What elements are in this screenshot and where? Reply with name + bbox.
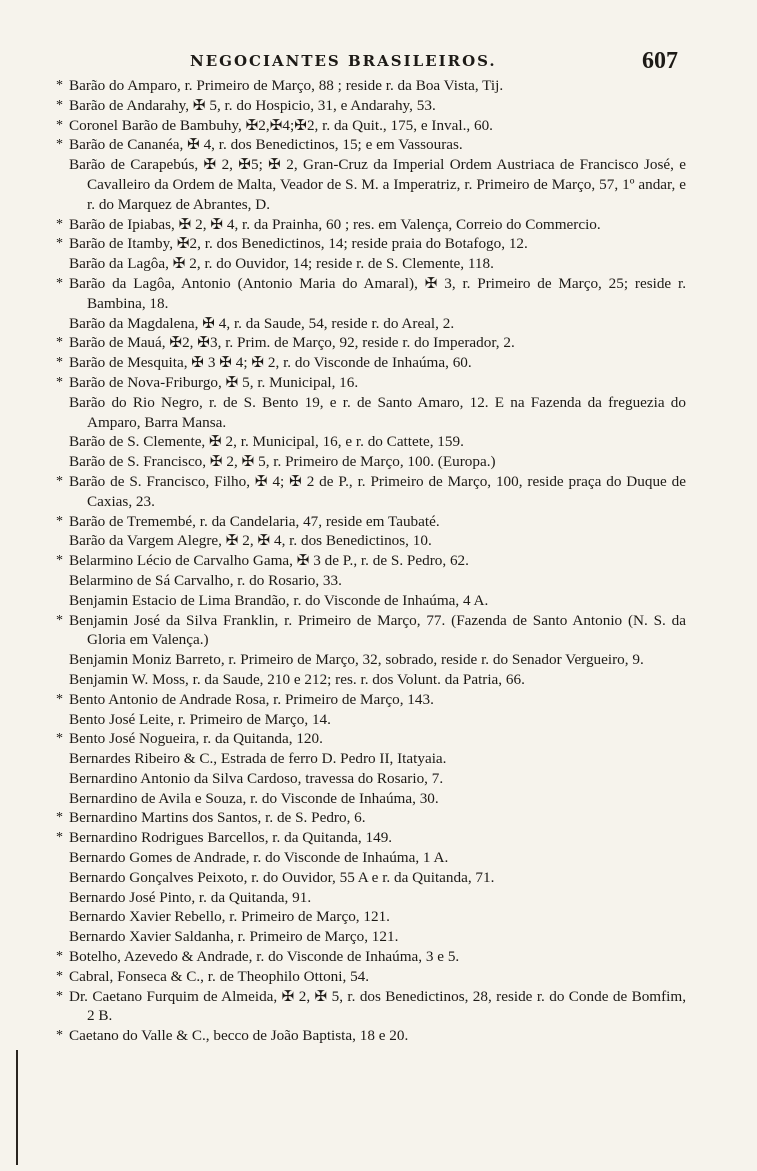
list-item — [56, 155, 686, 214]
entry-text: Bento José Nogueira, r. da Quitanda, 120. — [69, 730, 323, 748]
asterisk-mark: * — [56, 355, 63, 371]
page-header — [0, 48, 757, 78]
entry-text: Coronel Barão de Bambuhy, ✠2,✠4;✠2, r. da Quit., 175, e Inval., 60. — [69, 116, 493, 134]
asterisk-mark — [56, 927, 69, 947]
list-item — [56, 452, 686, 472]
entry-text: Benjamin Moniz Barreto, r. Primeiro de Março, 32, sobrado, reside r. do Senador Vergueiro, 9. — [69, 651, 644, 669]
asterisk-mark — [56, 155, 69, 214]
asterisk-mark: * — [56, 335, 63, 351]
list-item — [56, 749, 686, 769]
entry-text: Benjamin W. Moss, r. da Saude, 210 e 212; res. r. dos Volunt. da Patria, 66. — [69, 670, 525, 688]
entry-text: Bernardino Martins dos Santos, r. de S. Pedro, 6. — [69, 809, 366, 827]
asterisk-mark: * — [56, 968, 63, 984]
asterisk-mark — [56, 848, 69, 868]
asterisk-mark: * — [56, 1028, 63, 1044]
list-item — [56, 274, 686, 314]
entry-text: Barão de Carapebús, ✠ 2, ✠5; ✠ 2, Gran-Cruz da Imperial Ordem Austriaca de Francisco José, e Cavalleiro da Ordem de Malta, Veador de S. M. a Imperatriz, r. Primeiro de Março, 57, 1º andar, e r. do Marquez de Abrantes, D. — [69, 156, 686, 213]
entry-text: Bernardo Xavier Saldanha, r. Primeiro de Março, 121. — [69, 928, 399, 946]
list-item — [56, 848, 686, 868]
entry-text: Barão de S. Clemente, ✠ 2, r. Municipal, 16, e r. do Cattete, 159. — [69, 433, 464, 451]
entry-text: Cabral, Fonseca & C., r. de Theophilo Ottoni, 54. — [69, 967, 370, 985]
asterisk-mark: * — [56, 810, 63, 826]
entry-text: Barão de Tremembé, r. da Candelaria, 47, reside em Taubaté. — [69, 512, 440, 530]
entry-text: Barão de Ipiabas, ✠ 2, ✠ 4, r. da Prainha, 60 ; res. em Valença, Correio do Commercio. — [69, 215, 601, 233]
running-title: NEGOCIANTES BRASILEIROS. — [190, 52, 497, 70]
entry-text: Bento Antonio de Andrade Rosa, r. Primeiro de Março, 143. — [69, 690, 434, 708]
list-item — [56, 333, 686, 353]
list-item — [56, 927, 686, 947]
entry-text: Bernardo Xavier Rebello, r. Primeiro de Março, 121. — [69, 908, 390, 926]
asterisk-mark: * — [56, 275, 63, 291]
entry-text: Barão de Andarahy, ✠ 5, r. do Hospicio, 31, e Andarahy, 53. — [69, 96, 436, 114]
asterisk-mark: * — [56, 513, 63, 529]
asterisk-mark: * — [56, 691, 63, 707]
entry-text: Bernardino Antonio da Silva Cardoso, travessa do Rosario, 7. — [69, 769, 444, 787]
asterisk-mark: * — [56, 553, 63, 569]
list-item — [56, 393, 686, 433]
list-item — [56, 531, 686, 551]
entry-text: Caetano do Valle & C., becco de João Baptista, 18 e 20. — [69, 1027, 409, 1045]
list-item — [56, 888, 686, 908]
entry-text: Barão do Amparo, r. Primeiro de Março, 88 ; reside r. da Boa Vista, Tij. — [69, 77, 504, 94]
entry-text: Barão da Lagôa, Antonio (Antonio Maria do Amaral), ✠ 3, r. Primeiro de Março, 25; reside r. Bambina, 18. — [69, 274, 686, 312]
entry-text: Bernardo José Pinto, r. da Quitanda, 91. — [69, 888, 312, 906]
page-edge-line — [16, 1050, 18, 1165]
list-item — [56, 868, 686, 888]
list-item — [56, 254, 686, 274]
asterisk-mark: * — [56, 216, 63, 232]
list-item — [56, 987, 686, 1027]
entry-text: Barão de Cananéa, ✠ 4, r. dos Benedictinos, 15; e em Vassouras. — [69, 136, 463, 154]
asterisk-mark — [56, 452, 69, 472]
asterisk-mark: * — [56, 374, 63, 390]
list-item — [56, 571, 686, 591]
entry-text: Barão de Itamby, ✠2, r. dos Benedictinos, 14; reside praia do Botafogo, 12. — [69, 235, 528, 253]
asterisk-mark: * — [56, 612, 63, 628]
entry-text: Benjamin José da Silva Franklin, r. Primeiro de Março, 77. (Fazenda de Santo Antonio (N. S. da Gloria em Valença.) — [69, 611, 686, 649]
entry-text: Bernardo Gonçalves Peixoto, r. do Ouvidor, 55 A e r. da Quitanda, 71. — [69, 868, 495, 886]
list-item — [56, 215, 686, 235]
list-item — [56, 234, 686, 254]
asterisk-mark — [56, 254, 69, 274]
asterisk-mark — [56, 888, 69, 908]
entry-text: Bernardes Ribeiro & C., Estrada de ferro D. Pedro II, Itatyaia. — [69, 750, 447, 768]
entry-text: Barão de Nova-Friburgo, ✠ 5, r. Municipal, 16. — [69, 373, 359, 391]
entry-text: Bernardino Rodrigues Barcellos, r. da Quitanda, 149. — [69, 829, 393, 847]
asterisk-mark — [56, 710, 69, 730]
asterisk-mark — [56, 769, 69, 789]
list-item — [56, 472, 686, 512]
list-item — [56, 1026, 686, 1046]
entry-text: Barão de Mauá, ✠2, ✠3, r. Prim. de Março, 92, reside r. do Imperador, 2. — [69, 334, 515, 352]
asterisk-mark — [56, 591, 69, 611]
page-number: 607 — [642, 48, 678, 74]
list-item — [56, 789, 686, 809]
entry-text: Bernardino de Avila e Souza, r. do Visconde de Inhaúma, 30. — [69, 789, 439, 807]
list-item — [56, 591, 686, 611]
list-item — [56, 828, 686, 848]
entry-text: Barão de Mesquita, ✠ 3 ✠ 4; ✠ 2, r. do Visconde de Inhaúma, 60. — [69, 354, 472, 372]
asterisk-mark: * — [56, 78, 63, 93]
list-item — [56, 710, 686, 730]
asterisk-mark — [56, 907, 69, 927]
asterisk-mark — [56, 393, 69, 433]
list-item — [56, 353, 686, 373]
entry-text: Barão de S. Francisco, Filho, ✠ 4; ✠ 2 de P., r. Primeiro de Março, 100, reside praça do Duque de Caxias, 23. — [69, 472, 686, 510]
asterisk-mark — [56, 749, 69, 769]
list-item — [56, 947, 686, 967]
entry-text: Dr. Caetano Furquim de Almeida, ✠ 2, ✠ 5, r. dos Benedictinos, 28, reside r. do Conde de Bomfim, 2 B. — [69, 987, 686, 1025]
entry-text: Barão da Magdalena, ✠ 4, r. da Saude, 54, reside r. do Areal, 2. — [69, 314, 455, 332]
asterisk-mark — [56, 531, 69, 551]
entry-text: Bento José Leite, r. Primeiro de Março, 14. — [69, 710, 331, 728]
asterisk-mark: * — [56, 988, 63, 1004]
asterisk-mark — [56, 432, 69, 452]
asterisk-mark — [56, 789, 69, 809]
entry-text: Barão do Rio Negro, r. de S. Bento 19, e r. de Santo Amaro, 12. E na Fazenda da freguezia do Amparo, Barra Mansa. — [69, 393, 686, 431]
asterisk-mark: * — [56, 473, 63, 489]
list-item — [56, 650, 686, 670]
asterisk-mark: * — [56, 949, 63, 965]
list-item — [56, 512, 686, 532]
list-item — [56, 808, 686, 828]
asterisk-mark: * — [56, 236, 63, 252]
list-item — [56, 314, 686, 334]
asterisk-mark — [56, 670, 69, 690]
list-item — [56, 76, 686, 96]
entry-text: Bernardo Gomes de Andrade, r. do Visconde de Inhaúma, 1 A. — [69, 849, 449, 867]
entry-text: Barão da Lagôa, ✠ 2, r. do Ouvidor, 14; reside r. de S. Clemente, 118. — [69, 255, 494, 273]
asterisk-mark — [56, 868, 69, 888]
list-item — [56, 670, 686, 690]
list-item — [56, 690, 686, 710]
entry-text: Barão de S. Francisco, ✠ 2, ✠ 5, r. Primeiro de Março, 100. (Europa.) — [69, 453, 496, 471]
asterisk-mark — [56, 571, 69, 591]
entry-text: Botelho, Azevedo & Andrade, r. do Visconde de Inhaúma, 3 e 5. — [69, 948, 460, 966]
asterisk-mark: * — [56, 137, 63, 153]
asterisk-mark: * — [56, 830, 63, 846]
entry-text: Barão da Vargem Alegre, ✠ 2, ✠ 4, r. dos Benedictinos, 10. — [69, 532, 432, 550]
list-item — [56, 729, 686, 749]
list-item — [56, 611, 686, 651]
list-item — [56, 135, 686, 155]
asterisk-mark: * — [56, 97, 63, 113]
entry-text: Belarmino de Sá Carvalho, r. do Rosario, 33. — [69, 571, 342, 589]
asterisk-mark: * — [56, 731, 63, 747]
list-item — [56, 769, 686, 789]
list-item — [56, 967, 686, 987]
list-item — [56, 432, 686, 452]
asterisk-mark — [56, 314, 69, 334]
list-item — [56, 96, 686, 116]
list-item — [56, 116, 686, 136]
entry-text: Belarmino Lécio de Carvalho Gama, ✠ 3 de P., r. de S. Pedro, 62. — [69, 552, 469, 570]
asterisk-mark: * — [56, 117, 63, 133]
entry-text: Benjamin Estacio de Lima Brandão, r. do Visconde de Inhaúma, 4 A. — [69, 591, 489, 609]
list-item — [56, 551, 686, 571]
merchant-list — [56, 76, 686, 1046]
list-item — [56, 373, 686, 393]
list-item — [56, 907, 686, 927]
asterisk-mark — [56, 650, 69, 670]
